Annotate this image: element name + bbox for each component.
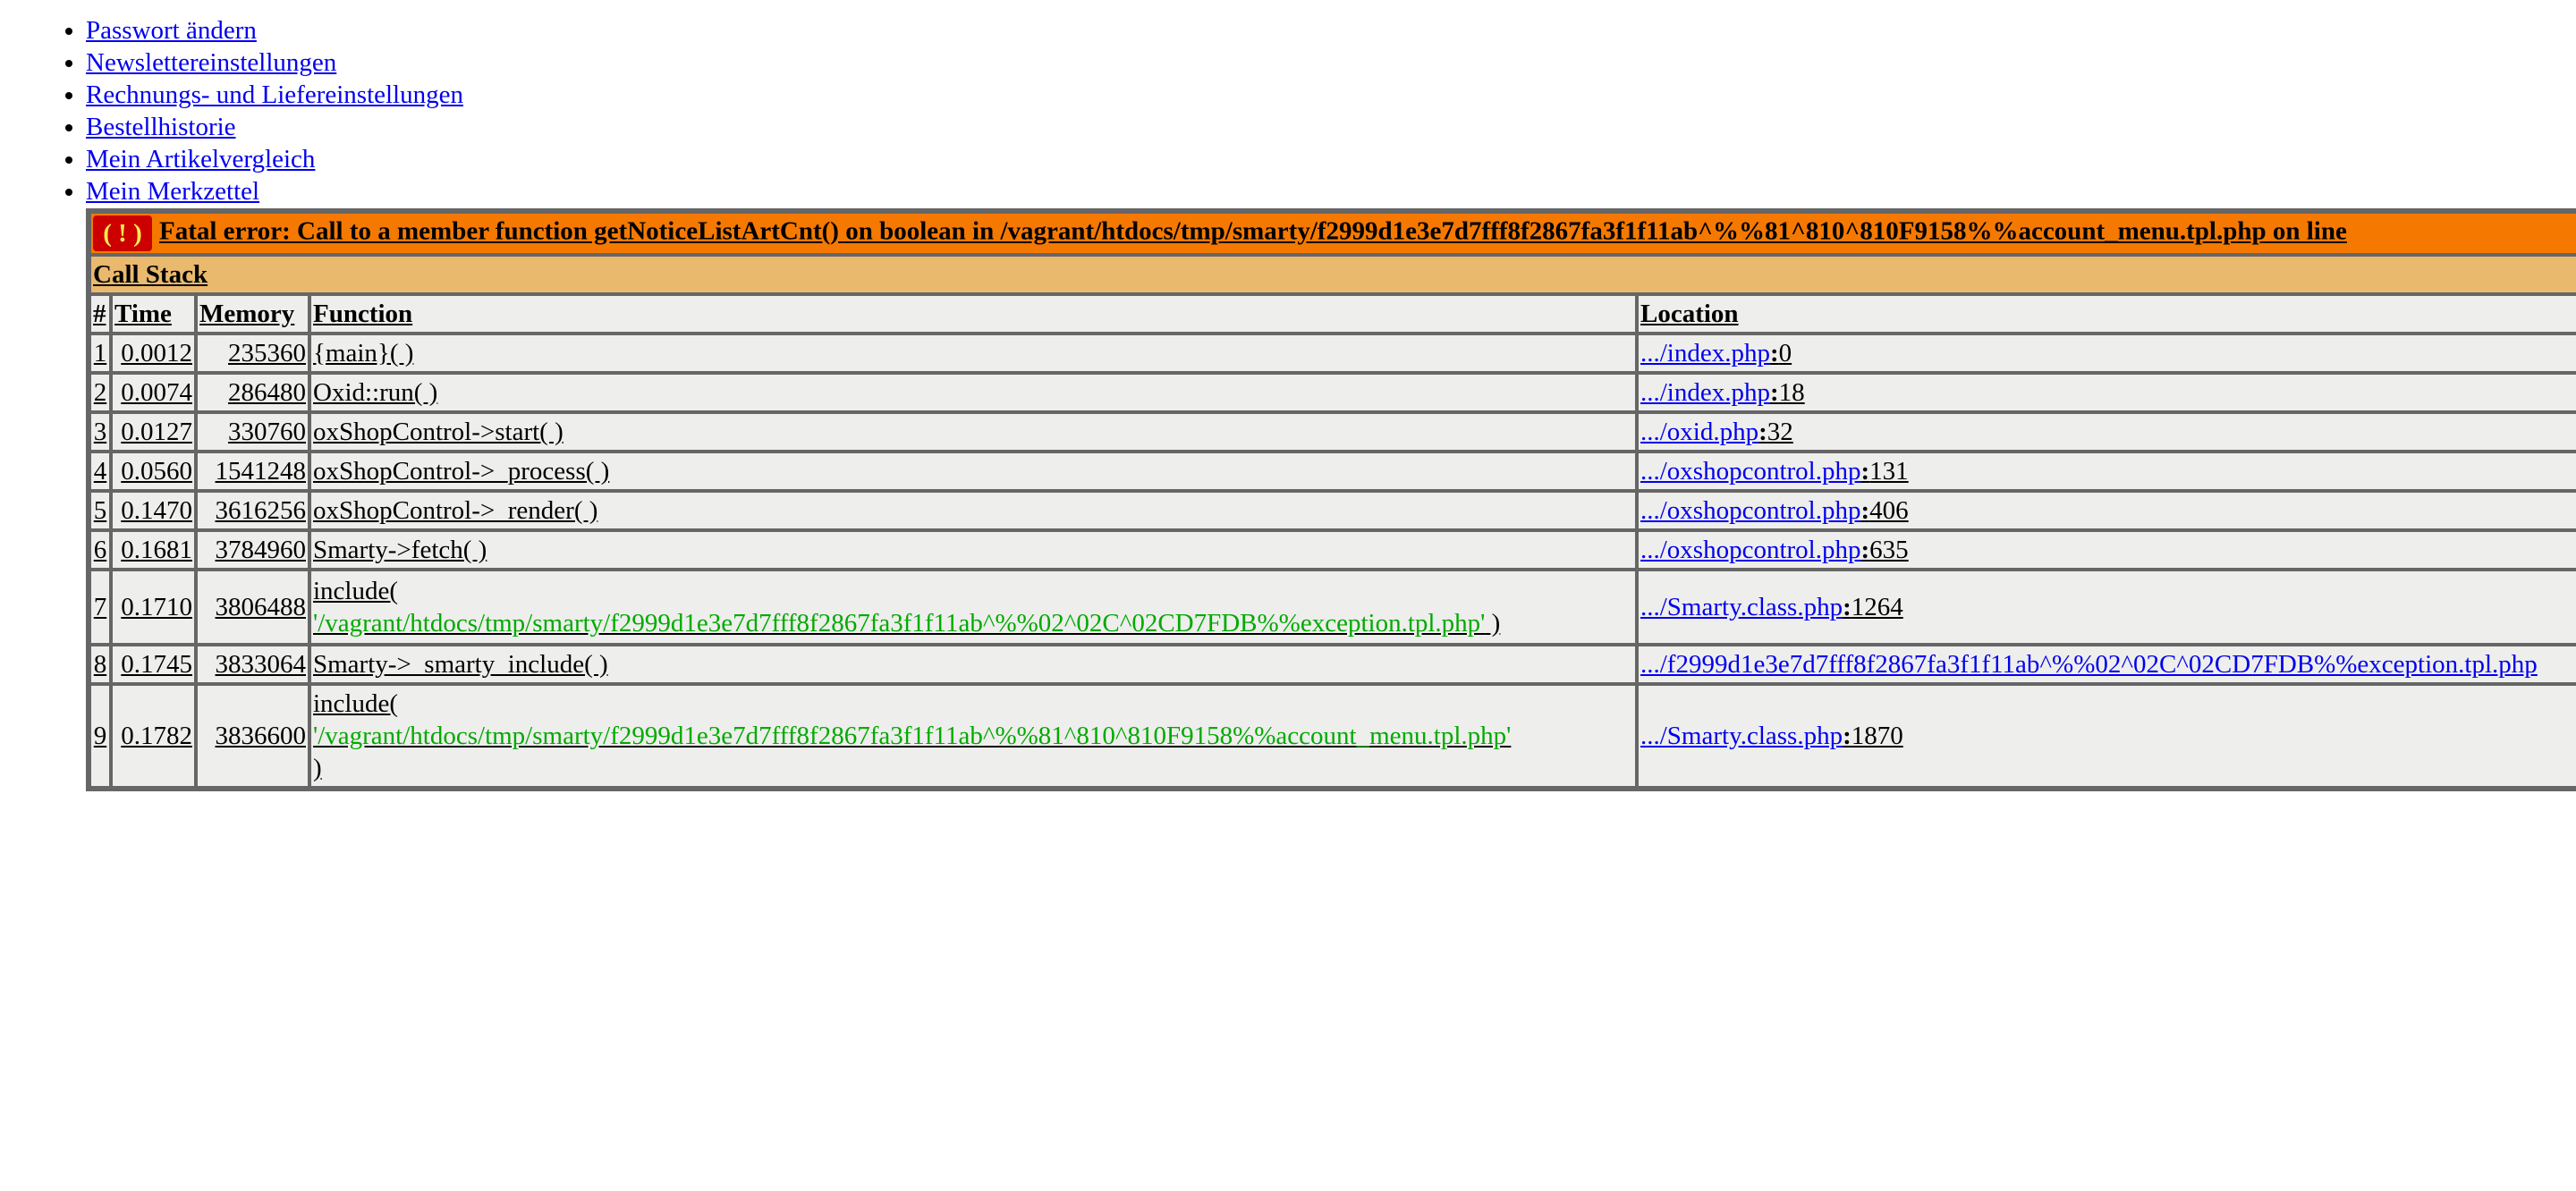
location-file-link[interactable]: .../f2999d1e3e7d7fff8f2867fa3f1f11ab^%%02^02C^02CD7FDB%%exception.tpl.php xyxy=(1640,649,2538,679)
frame-memory: 330760 xyxy=(196,412,309,452)
table-row xyxy=(89,645,2576,684)
location-file-link[interactable]: .../oxid.php xyxy=(1640,417,1759,446)
location-file-link[interactable]: .../oxshopcontrol.php xyxy=(1640,535,1861,564)
location-separator: : xyxy=(1758,417,1767,446)
col-header-location: Location xyxy=(1637,294,2576,334)
error-message-cell xyxy=(89,212,2576,255)
table-row xyxy=(89,530,2576,570)
location-line: 1870 xyxy=(1851,721,1903,750)
function-argument: '/vagrant/htdocs/tmp/smarty/f2999d1e3e7d7fff8f2867fa3f1f11ab^%%81^810^810F9158%%account_menu.tpl.php' xyxy=(313,722,1512,750)
location-separator: : xyxy=(1770,377,1779,407)
col-header-time: Time xyxy=(111,294,196,334)
function-name: {main}( ) xyxy=(313,339,414,367)
table-row xyxy=(89,373,2576,412)
table-row xyxy=(89,491,2576,530)
frame-number: 2 xyxy=(89,373,111,412)
location-file-link[interactable]: .../Smarty.class.php xyxy=(1640,592,1843,621)
menu-item xyxy=(86,143,463,175)
frame-memory: 3616256 xyxy=(196,491,309,530)
location-line: 18 xyxy=(1778,377,1805,407)
frame-location xyxy=(1637,491,2576,530)
frame-function xyxy=(309,491,1637,530)
function-name: oxShopControl->_process( ) xyxy=(313,457,610,486)
frame-time: 0.0127 xyxy=(111,412,196,452)
location-file-link[interactable]: .../index.php xyxy=(1640,338,1770,367)
location-file-link[interactable]: .../index.php xyxy=(1640,377,1770,407)
table-row xyxy=(89,412,2576,452)
xdebug-error-panel xyxy=(86,208,2576,791)
menu-link-order-history[interactable]: Bestellhistorie xyxy=(86,113,236,141)
error-warning-icon: ( ! ) xyxy=(93,215,152,251)
frame-number: 7 xyxy=(89,570,111,645)
frame-location xyxy=(1637,334,2576,373)
frame-number: 3 xyxy=(89,412,111,452)
location-line: 32 xyxy=(1767,417,1793,446)
frame-function xyxy=(309,373,1637,412)
frame-function xyxy=(309,530,1637,570)
function-name: Smarty->_smarty_include( ) xyxy=(313,650,608,679)
frame-time: 0.0074 xyxy=(111,373,196,412)
menu-item xyxy=(86,175,463,207)
location-separator: : xyxy=(1860,535,1870,564)
function-close: ) xyxy=(313,754,322,782)
menu-item xyxy=(86,46,463,79)
frame-time: 0.1745 xyxy=(111,645,196,684)
xdebug-table xyxy=(86,208,2576,791)
location-line: 131 xyxy=(1869,456,1909,486)
frame-memory: 235360 xyxy=(196,334,309,373)
menu-link-newsletter[interactable]: Newslettereinstellungen xyxy=(86,48,337,77)
col-header-number: # xyxy=(89,294,111,334)
location-file-link[interactable]: .../oxshopcontrol.php xyxy=(1640,495,1861,525)
frame-location xyxy=(1637,452,2576,491)
call-stack-row xyxy=(89,255,2576,294)
frame-time: 0.1681 xyxy=(111,530,196,570)
function-name: include( xyxy=(313,689,399,718)
menu-item xyxy=(86,14,463,46)
frame-location xyxy=(1637,373,2576,412)
frame-time: 0.0012 xyxy=(111,334,196,373)
location-line: 635 xyxy=(1869,535,1909,564)
frame-memory: 3806488 xyxy=(196,570,309,645)
location-file-link[interactable]: .../Smarty.class.php xyxy=(1640,721,1843,750)
frame-memory: 3836600 xyxy=(196,684,309,788)
call-stack-body xyxy=(89,334,2576,788)
menu-item xyxy=(86,111,463,143)
location-line: 0 xyxy=(1778,338,1792,367)
location-line: 406 xyxy=(1869,495,1909,525)
function-name: Oxid::run( ) xyxy=(313,378,438,407)
error-header-row xyxy=(89,212,2576,255)
location-separator: : xyxy=(1770,338,1779,367)
function-name: include( xyxy=(313,577,399,605)
frame-memory: 3833064 xyxy=(196,645,309,684)
function-name: oxShopControl->start( ) xyxy=(313,418,564,446)
location-separator: : xyxy=(1860,495,1870,525)
location-separator: : xyxy=(1860,456,1870,486)
table-row xyxy=(89,570,2576,645)
frame-time: 0.1782 xyxy=(111,684,196,788)
frame-time: 0.1470 xyxy=(111,491,196,530)
frame-location xyxy=(1637,684,2576,788)
table-row xyxy=(89,684,2576,788)
frame-function xyxy=(309,570,1637,645)
frame-memory: 286480 xyxy=(196,373,309,412)
function-name: Smarty->fetch( ) xyxy=(313,536,487,564)
table-row xyxy=(89,334,2576,373)
frame-function xyxy=(309,645,1637,684)
frame-location xyxy=(1637,645,2576,684)
menu-link-password[interactable]: Passwort ändern xyxy=(86,16,257,45)
frame-function xyxy=(309,412,1637,452)
call-stack-label: Call Stack xyxy=(89,255,2576,294)
frame-location xyxy=(1637,570,2576,645)
frame-memory: 1541248 xyxy=(196,452,309,491)
frame-number: 5 xyxy=(89,491,111,530)
frame-time: 0.1710 xyxy=(111,570,196,645)
frame-location xyxy=(1637,412,2576,452)
menu-item xyxy=(86,79,463,111)
frame-function xyxy=(309,452,1637,491)
location-line: 1264 xyxy=(1851,592,1903,621)
table-row xyxy=(89,452,2576,491)
col-header-function: Function xyxy=(309,294,1637,334)
frame-number: 9 xyxy=(89,684,111,788)
column-header-row xyxy=(89,294,2576,334)
function-name: oxShopControl->_render( ) xyxy=(313,496,598,525)
frame-time: 0.0560 xyxy=(111,452,196,491)
function-argument: '/vagrant/htdocs/tmp/smarty/f2999d1e3e7d7fff8f2867fa3f1f11ab^%%02^02C^02CD7FDB%%exception.tpl.php' xyxy=(313,609,1486,638)
frame-number: 4 xyxy=(89,452,111,491)
frame-memory: 3784960 xyxy=(196,530,309,570)
frame-number: 1 xyxy=(89,334,111,373)
menu-link-billing-shipping[interactable]: Rechnungs- und Liefereinstellungen xyxy=(86,80,463,109)
account-menu xyxy=(0,14,463,207)
menu-link-wishlist[interactable]: Mein Merkzettel xyxy=(86,177,260,206)
error-message: Fatal error: Call to a member function getNoticeListArtCnt() on boolean in /vagrant/htdocs/tmp/smarty/f2999d1e3e7d7fff8f2867fa3f1f11ab^%%81^810^810F9158%%account_menu.tpl.php on line xyxy=(159,216,2347,246)
frame-function xyxy=(309,334,1637,373)
frame-function xyxy=(309,684,1637,788)
location-file-link[interactable]: .../oxshopcontrol.php xyxy=(1640,456,1861,486)
menu-link-compare[interactable]: Mein Artikelvergleich xyxy=(86,145,316,173)
col-header-memory: Memory xyxy=(196,294,309,334)
location-separator: : xyxy=(1843,721,1852,750)
frame-number: 8 xyxy=(89,645,111,684)
function-close: ) xyxy=(1485,609,1501,638)
frame-location xyxy=(1637,530,2576,570)
frame-number: 6 xyxy=(89,530,111,570)
location-separator: : xyxy=(1843,592,1852,621)
